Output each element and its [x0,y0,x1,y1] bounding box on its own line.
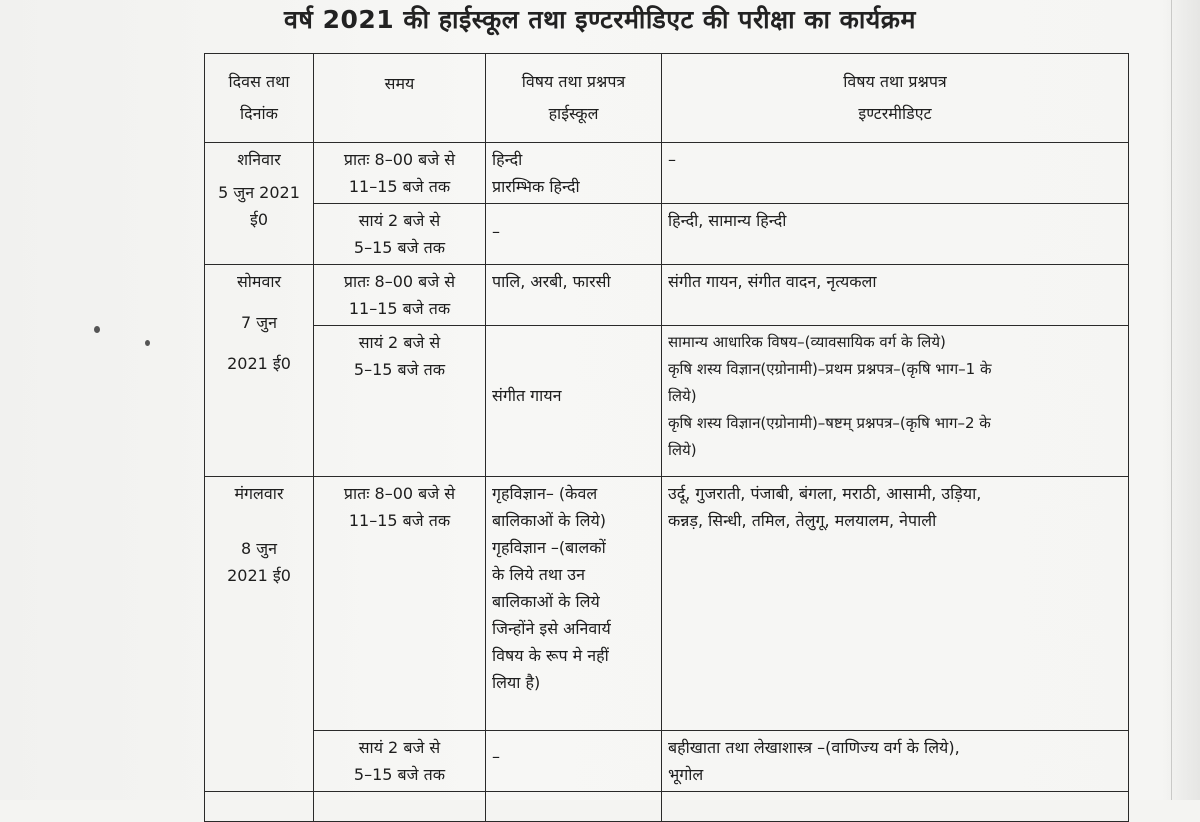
document-title: वर्ष 2021 की हाईस्कूल तथा इण्टरमीडिएट की परीक्षा का कार्यक्रम [284,5,916,34]
highschool-cell: गृहविज्ञान– (केवल बालिकाओं के लिये) गृहविज्ञान –(बालकों के लिये तथा उन बालिकाओं के लिये जिन्होंने इसे अनिवार्य विषय के रूप मे नहीं लिया है) [486,477,662,731]
day-date-cell: शनिवार 5 जुन 2021 ई0 [205,143,314,265]
highschool-cell [486,792,662,822]
header-highschool: विषय तथा प्रश्नपत्र हाईस्कूल [486,54,662,143]
intermediate-cell: हिन्दी, सामान्य हिन्दी [662,204,1129,265]
scan-speck [94,326,100,333]
table-row [205,265,1129,326]
intermediate-cell: सामान्य आधारिक विषय–(व्यावसायिक वर्ग के लिये) कृषि शस्य विज्ञान(एग्रोनामी)–प्रथम प्रश्नपत्र–(कृषि भाग–1 के लिये) कृषि शस्य विज्ञान(एग्रोनामी)–षष्टम् प्रश्नपत्र–(कृषि भाग–2 के लिये) [662,326,1129,477]
table-row [205,477,1129,731]
time-cell: सायं 2 बजे से 5–15 बजे तक [314,204,486,265]
page-edge-shadow [1162,0,1200,800]
intermediate-cell: उर्दू, गुजराती, पंजाबी, बंगला, मराठी, आसामी, उड़िया, कन्नड़, सिन्धी, तमिल, तेलुगू, मलयालम, नेपाली [662,477,1129,731]
header-day-date: दिवस तथा दिनांक [205,54,314,143]
time-cell: प्रातः 8–00 बजे से 11–15 बजे तक [314,265,486,326]
day-date-cell [205,792,314,822]
intermediate-cell: – [662,143,1129,204]
intermediate-cell: बहीखाता तथा लेखाशास्त्र –(वाणिज्य वर्ग के लिये), भूगोल [662,731,1129,792]
time-cell [314,792,486,822]
table-header-row [205,54,1129,143]
highschool-cell: – [486,204,662,265]
exam-schedule-table [204,53,1129,822]
header-time: समय [314,54,486,143]
table-row [205,326,1129,477]
header-intermediate: विषय तथा प्रश्नपत्र इण्टरमीडिएट [662,54,1129,143]
highschool-cell: पालि, अरबी, फारसी [486,265,662,326]
scan-speck [145,340,150,346]
day-date-cell: मंगलवार 8 जुन 2021 ई0 [205,477,314,792]
page-edge-line [1171,0,1172,800]
time-cell: सायं 2 बजे से 5–15 बजे तक [314,731,486,792]
day-date-cell: सोमवार 7 जुन 2021 ई0 [205,265,314,477]
time-cell: प्रातः 8–00 बजे से 11–15 बजे तक [314,477,486,731]
intermediate-cell [662,792,1129,822]
table-row [205,731,1129,792]
time-cell: सायं 2 बजे से 5–15 बजे तक [314,326,486,477]
table-row-cutoff [205,792,1129,822]
highschool-cell: हिन्दी प्रारम्भिक हिन्दी [486,143,662,204]
highschool-cell: संगीत गायन [486,326,662,477]
table-row [205,143,1129,204]
intermediate-cell: संगीत गायन, संगीत वादन, नृत्यकला [662,265,1129,326]
highschool-cell: – [486,731,662,792]
table-row [205,204,1129,265]
time-cell: प्रातः 8–00 बजे से 11–15 बजे तक [314,143,486,204]
